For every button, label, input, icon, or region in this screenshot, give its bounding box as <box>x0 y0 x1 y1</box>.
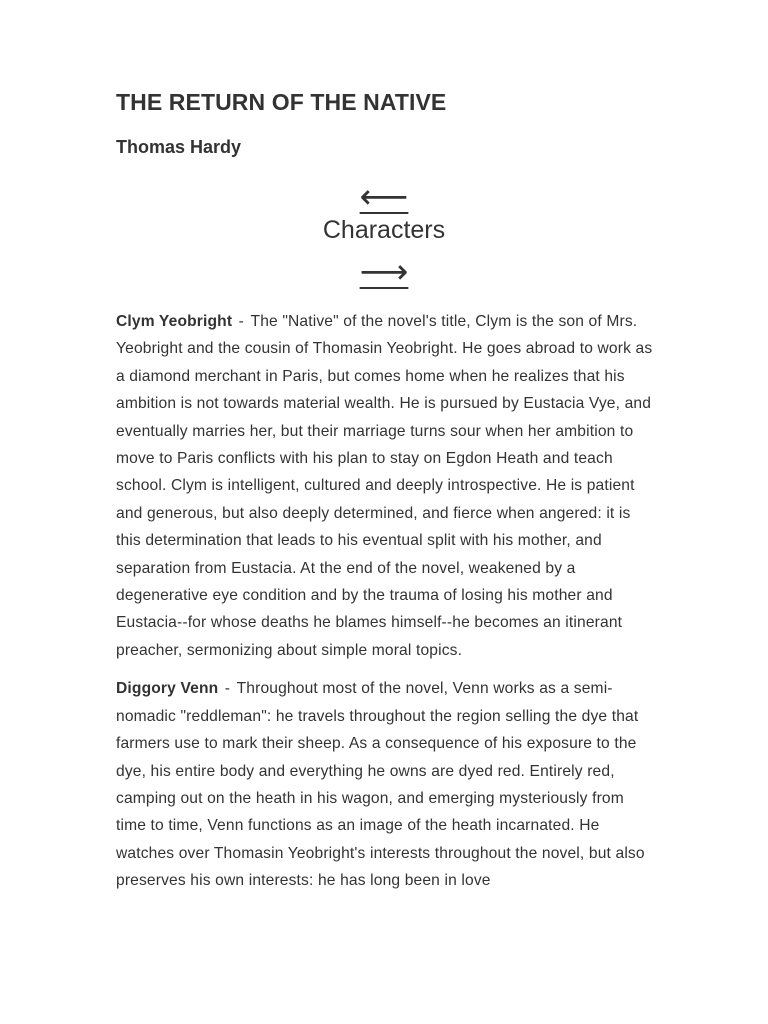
character-description: Throughout most of the novel, Venn works as a semi-nomadic "reddleman": he travels throughout the region selling the dye that farmers use to mark their sheep. As a consequence of his exposure to the dye, his entire body and everything he owns are dyed red. Entirely red, camping out on the heath in his wagon, and emerging mysteriously from time to time, Venn functions as an image of the heath incarnated. He watches over Thomasin Yeobright's interests throughout the novel, but also preserves his own interests: he has long been in love <box>116 680 645 890</box>
character-entry <box>116 675 656 894</box>
character-list <box>116 308 656 906</box>
character-description: The "Native" of the novel's title, Clym is the son of Mrs. Yeobright and the cousin of Thomasin Yeobright. He goes abroad to work as a diamond merchant in Paris, but comes home when he realizes that his ambition is not towards material wealth. He is pursued by Eustacia Vye, and eventually marries her, but their marriage turns sour when her ambition to move to Paris conflicts with his plan to stay on Egdon Heath and teach school. Clym is intelligent, cultured and deeply introspective. He is patient and generous, but also deeply determined, and fierce when angered: it is this determination that leads to his eventual split with his mother, and separation from Eustacia. At the end of the novel, weakened by a degenerative eye condition and by the trauma of losing his mother and Eustacia--for whose deaths he blames himself--he becomes an itinerant preacher, sermonizing about simple moral topics. <box>116 313 653 659</box>
section-title: Characters <box>322 216 446 244</box>
character-name: Clym Yeobright <box>116 313 233 330</box>
entry-separator: - <box>220 680 235 698</box>
book-author: Thomas Hardy <box>116 137 242 157</box>
book-title: THE RETURN OF THE NATIVE <box>116 89 447 115</box>
next-section-arrow-icon[interactable]: ⟶ <box>359 253 409 291</box>
character-name: Diggory Venn <box>116 680 219 698</box>
previous-section-arrow-icon[interactable]: ⟵ <box>359 178 409 216</box>
character-entry <box>116 308 656 664</box>
entry-separator: - <box>234 313 249 330</box>
